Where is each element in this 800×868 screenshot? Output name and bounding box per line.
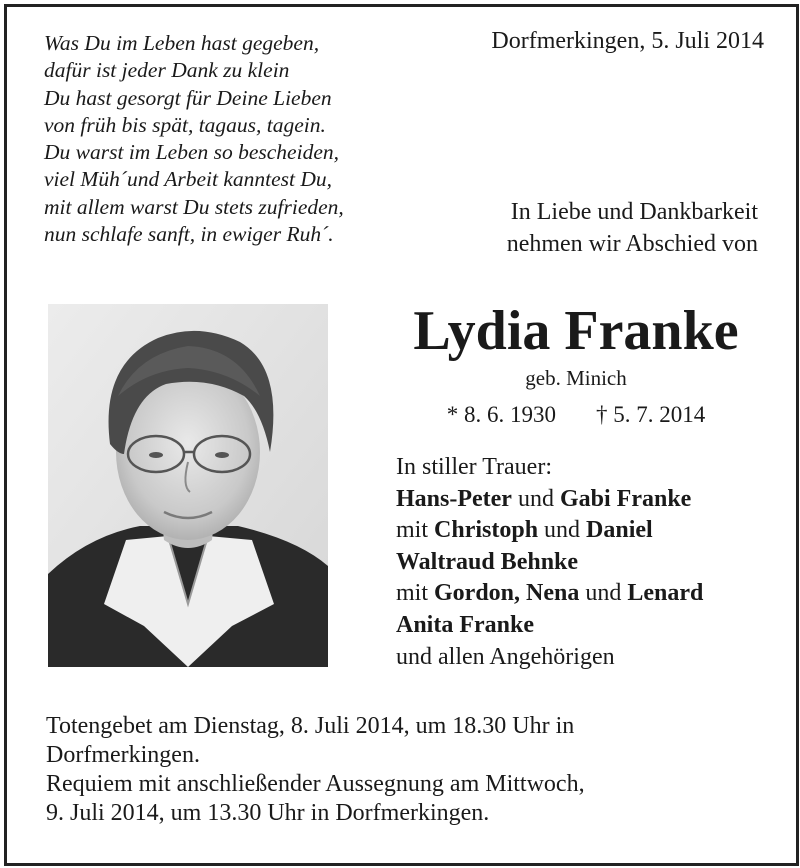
mourners-list <box>396 452 776 673</box>
mourners-closing: und allen Angehörigen <box>396 643 615 670</box>
mourner-name: Gordon, Nena <box>434 580 580 607</box>
service-line: Totengebet am Dienstag, 8. Juli 2014, um 18.30 Uhr in <box>46 713 575 739</box>
conjunction: mit <box>396 580 429 607</box>
mourner-line <box>396 484 776 516</box>
conjunction: und <box>544 517 581 544</box>
life-dates <box>380 402 772 428</box>
portrait-photo <box>48 304 328 667</box>
service-info <box>46 712 766 828</box>
poem-line: von früh bis spät, tagaus, tagein. <box>44 112 326 137</box>
mourner-name: Lenard <box>627 580 704 607</box>
mourner-line <box>396 610 776 642</box>
portrait-image <box>48 304 328 667</box>
mourner-name: Daniel <box>586 517 653 544</box>
poem-line: viel Müh´und Arbeit kanntest Du, <box>44 167 333 192</box>
mourner-line <box>396 578 776 610</box>
mourner-line <box>396 547 776 579</box>
mourner-name: Hans-Peter <box>396 485 512 512</box>
mourner-name: Christoph <box>434 517 539 544</box>
poem-line: Du warst im Leben so bescheiden, <box>44 140 339 165</box>
poem-line: Was Du im Leben hast gegeben, <box>44 31 320 55</box>
maiden-name: geb. Minich <box>525 366 627 390</box>
conjunction: mit <box>396 517 429 544</box>
mourners-heading: In stiller Trauer: <box>396 454 552 480</box>
deceased-name: Lydia Franke <box>413 300 739 362</box>
service-line: Dorfmerkingen. <box>46 742 200 768</box>
poem-line: Du hast gesorgt für Deine Lieben <box>44 85 332 110</box>
conjunction: und <box>517 485 554 512</box>
mourner-name: Waltraud Behnke <box>396 548 579 575</box>
birth-date: * 8. 6. 1930 <box>446 402 556 427</box>
mourner-line <box>396 515 776 547</box>
intro-line: In Liebe und Dankbarkeit <box>510 199 758 225</box>
death-date: † 5. 7. 2014 <box>596 402 706 427</box>
poem-line: mit allem warst Du stets zufrieden, <box>44 194 344 219</box>
intro-line: nehmen wir Abschied von <box>506 231 758 257</box>
memorial-poem <box>44 30 414 248</box>
mourner-name: Anita Franke <box>396 611 534 638</box>
service-line: 9. Juli 2014, um 13.30 Uhr in Dorfmerkingen. <box>46 800 490 826</box>
conjunction: und <box>585 580 622 607</box>
poem-line: nun schlafe sanft, in ewiger Ruh´. <box>44 222 334 247</box>
mourner-name: Gabi Franke <box>559 485 692 512</box>
poem-line: dafür ist jeder Dank zu klein <box>44 58 290 83</box>
service-line: Requiem mit anschließender Aussegnung am Mittwoch, <box>46 771 585 797</box>
farewell-intro <box>430 196 758 260</box>
place-date: Dorfmerkingen, 5. Juli 2014 <box>491 28 764 54</box>
